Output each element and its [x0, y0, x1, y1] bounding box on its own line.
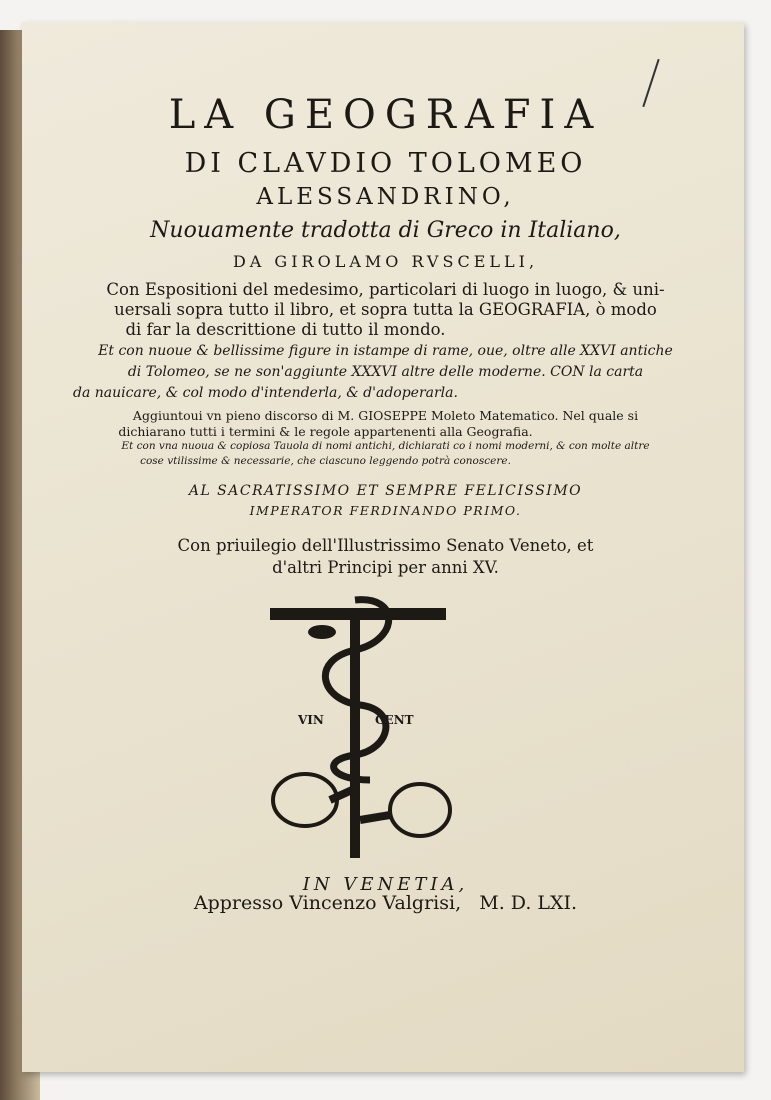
privilege-line1: Con priuilegio dell'Illustrissimo Senato Veneto, et — [177, 536, 594, 555]
motto-right: CENT — [375, 713, 414, 727]
imprint: Appresso Vincenzo Valgrisi, M. D. LXI. — [193, 892, 578, 914]
author-line: DI CLAVDIO TOLOMEO — [184, 148, 587, 179]
para3-line2: dichiarano tutti i termini & le regole appartenenti alla Geografia. — [118, 424, 533, 439]
para2-line2: di Tolomeo, se ne son'aggiunte XXXVI altre delle moderne. CON la carta — [127, 364, 644, 380]
para2-line3: da nauicare, & col modo d'intenderla, & d'adoperarla. — [73, 385, 458, 401]
para1-line2: uersali sopra tutto il libro, et sopra tutta la GEOGRAFIA, ò modo — [114, 300, 657, 319]
book-title: LA GEOGRAFIA — [168, 92, 603, 138]
para4-line1: Et con vna nuoua & copiosa Tauola di nomi antichi, dichiarati co i nomi moderni, & con molte altre — [121, 440, 650, 452]
para2-line1: Et con nuoue & bellissime figure in istampe di rame, oue, oltre alle XXVI antiche — [98, 343, 673, 359]
printer-device-woodcut — [260, 590, 460, 865]
motto-left: VIN — [298, 713, 324, 727]
author-origin: ALESSANDRINO, — [256, 184, 515, 210]
place-of-printing: IN VENETIA, — [302, 874, 469, 895]
para1-line3: di far la descrittione di tutto il mondo. — [125, 320, 446, 339]
dedication-line1: AL SACRATISSIMO ET SEMPRE FELICISSIMO — [188, 483, 583, 499]
translation-line: Nuouamente tradotta di Greco in Italiano, — [150, 218, 621, 243]
privilege-line2: d'altri Principi per anni XV. — [272, 558, 499, 577]
dedication-line2: IMPERATOR FERDINANDO PRIMO. — [249, 503, 522, 518]
para3-line1: Aggiuntoui vn pieno discorso di M. GIOSEPPE Moleto Matematico. Nel quale si — [132, 408, 639, 423]
translator-line: DA GIROLAMO RVSCELLI, — [232, 252, 539, 271]
para1-line1: Con Espositioni del medesimo, particolari di luogo in luogo, & uni- — [106, 280, 665, 299]
para4-line2: cose vtilissime & necessarie, che ciascuno leggendo potrà conoscere. — [140, 455, 511, 467]
